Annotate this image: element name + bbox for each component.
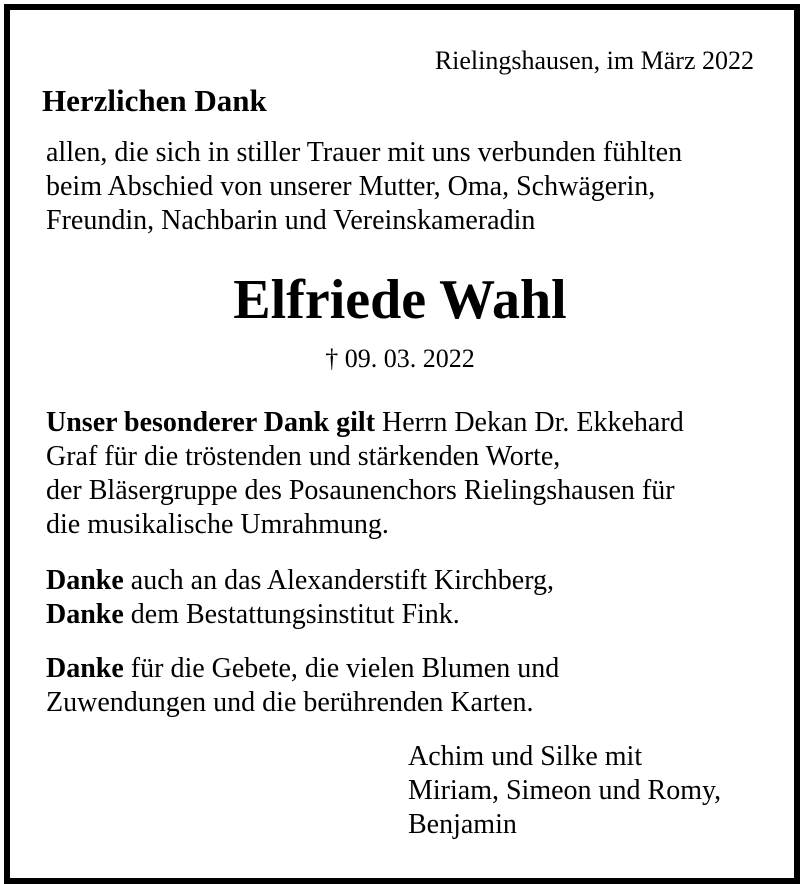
deceased-name: Elfriede Wahl <box>233 269 567 331</box>
special-thanks-line: die musikalische Umrahmung. <box>46 509 389 540</box>
thanks-bold: Danke <box>46 565 124 596</box>
thanks-line: Zuwendungen und die berührenden Karten. <box>46 687 534 718</box>
intro-line: Freundin, Nachbarin und Vereinskameradin <box>46 205 536 236</box>
intro-line: allen, die sich in stiller Trauer mit uns verbunden fühlten <box>46 137 683 168</box>
special-thanks-line-rest: Herrn Dekan Dr. Ekkehard <box>375 407 684 438</box>
signature-block <box>408 740 721 842</box>
special-thanks-paragraph <box>46 406 684 542</box>
thanks-rest: für die Gebete, die vielen Blumen und <box>123 653 560 684</box>
place-date: Rielingshausen, im März 2022 <box>434 46 754 75</box>
signature-line: Benjamin <box>408 809 517 840</box>
special-thanks-line: der Bläsergruppe des Posaunenchors Rielingshausen für <box>46 475 675 506</box>
intro-text <box>46 136 682 238</box>
thanks-line <box>46 598 554 632</box>
intro-line: beim Abschied von unserer Mutter, Oma, Schwägerin, <box>46 171 656 202</box>
thanks-bold: Danke <box>46 653 124 684</box>
thanks-bold: Danke <box>46 599 124 630</box>
thanks-paragraph-3 <box>46 652 559 720</box>
heading: Herzlichen Dank <box>42 83 267 118</box>
death-date: † 09. 03. 2022 <box>325 344 475 373</box>
thanks-line <box>46 564 554 598</box>
thanks-rest: auch an das Alexanderstift Kirchberg, <box>123 565 555 596</box>
thanks-paragraph-2 <box>46 564 554 632</box>
thanks-rest: dem Bestattungsinstitut Fink. <box>123 599 460 630</box>
thanks-line <box>46 652 559 686</box>
special-thanks-line <box>46 406 684 440</box>
special-thanks-line: Graf für die tröstenden und stärkenden Worte, <box>46 441 561 472</box>
signature-line: Achim und Silke mit <box>408 741 643 772</box>
signature-line: Miriam, Simeon und Romy, <box>408 775 722 806</box>
special-thanks-lead: Unser besonderer Dank gilt <box>46 407 376 438</box>
